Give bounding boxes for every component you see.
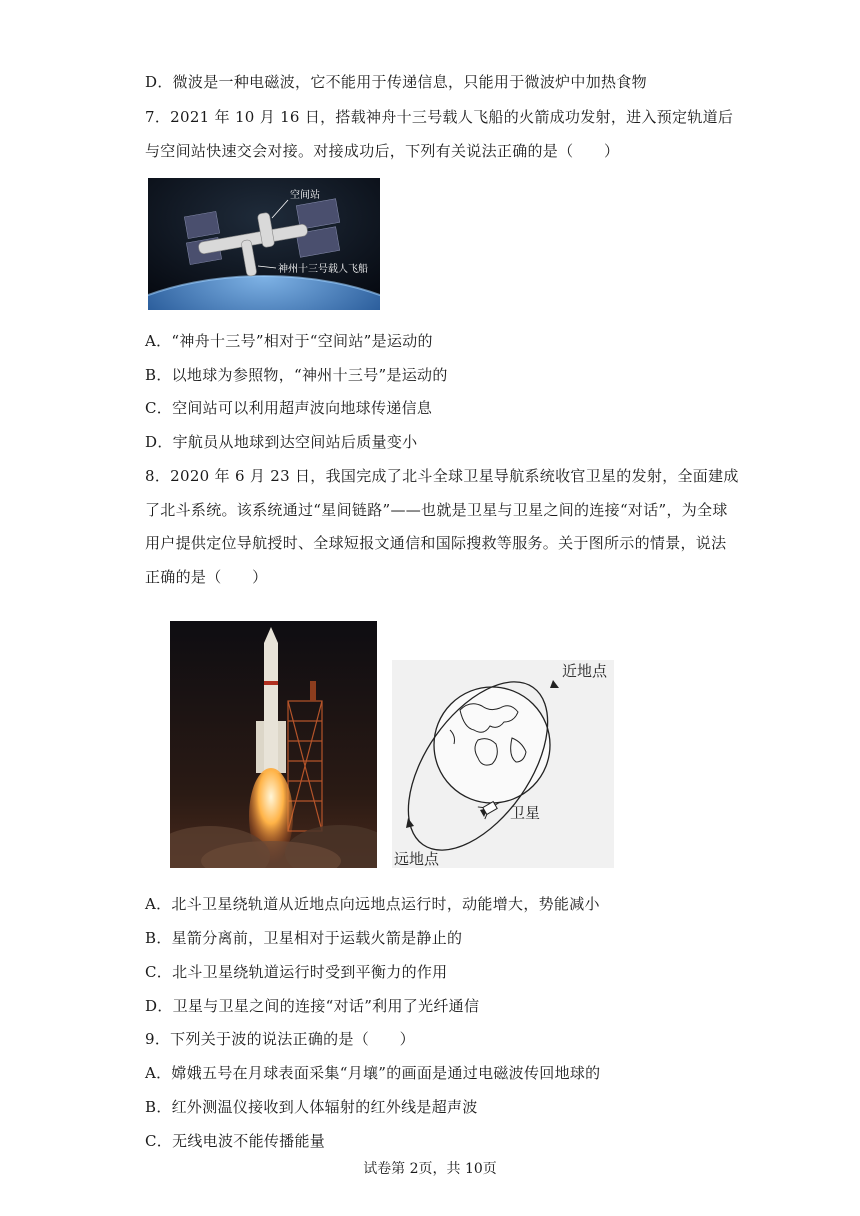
label-apogee: 远地点: [394, 850, 440, 868]
q7-option-c: C．空间站可以利用超声波向地球传递信息: [145, 399, 433, 417]
q8-stem-line2: 了北斗系统。该系统通过“星间链路”——也就是卫星与卫星之间的连接“对话”，为全球: [145, 501, 728, 519]
orbit-diagram: [392, 660, 614, 868]
q6-option-d: D．微波是一种电磁波，它不能用于传递信息，只能用于微波炉中加热食物: [145, 73, 647, 91]
q7-option-a: A．“神舟十三号”相对于“空间站”是运动的: [145, 332, 433, 350]
q9-option-a: A．嫦娥五号在月球表面采集“月壤”的画面是通过电磁波传回地球的: [145, 1064, 601, 1082]
q7-option-d: D．宇航员从地球到达空间站后质量变小: [145, 433, 418, 451]
q8-option-c: C．北斗卫星绕轨道运行时受到平衡力的作用: [145, 963, 448, 981]
label-space-station: 空间站: [290, 190, 320, 201]
label-shenzhou-ship: 神州十三号载人飞船: [278, 264, 368, 275]
q9-stem: 9．下列关于波的说法正确的是（ ）: [145, 1030, 415, 1048]
rocket-launch-image: [170, 621, 377, 868]
q8-option-d: D．卫星与卫星之间的连接“对话”利用了光纤通信: [145, 997, 480, 1015]
q7-option-b: B．以地球为参照物，“神州十三号”是运动的: [145, 366, 448, 384]
q8-stem-line3: 用户提供定位导航授时、全球短报文通信和国际搜救等服务。关于图所示的情景，说法: [145, 534, 727, 552]
label-perigee: 近地点: [562, 662, 608, 680]
q9-option-b: B．红外测温仪接收到人体辐射的红外线是超声波: [145, 1098, 478, 1116]
q8-stem-line1: 8．2020 年 6 月 23 日，我国完成了北斗全球卫星导航系统收官卫星的发射，全面建成: [145, 467, 739, 485]
page-footer: 试卷第 2页，共 10页: [363, 1161, 497, 1177]
space-station-image: [148, 178, 380, 310]
q7-stem-line1: 7．2021 年 10 月 16 日，搭载神舟十三号载人飞船的火箭成功发射，进入预定轨道后: [145, 108, 734, 126]
q8-option-b: B．星箭分离前，卫星相对于运载火箭是静止的: [145, 929, 463, 947]
q9-option-c: C．无线电波不能传播能量: [145, 1132, 326, 1150]
label-satellite: 卫星: [510, 804, 541, 822]
q7-stem-line2: 与空间站快速交会对接。对接成功后，下列有关说法正确的是（ ）: [145, 142, 620, 160]
q8-option-a: A．北斗卫星绕轨道从近地点向远地点运行时，动能增大，势能减小: [145, 895, 600, 913]
q8-stem-line4: 正确的是（ ）: [145, 568, 268, 586]
